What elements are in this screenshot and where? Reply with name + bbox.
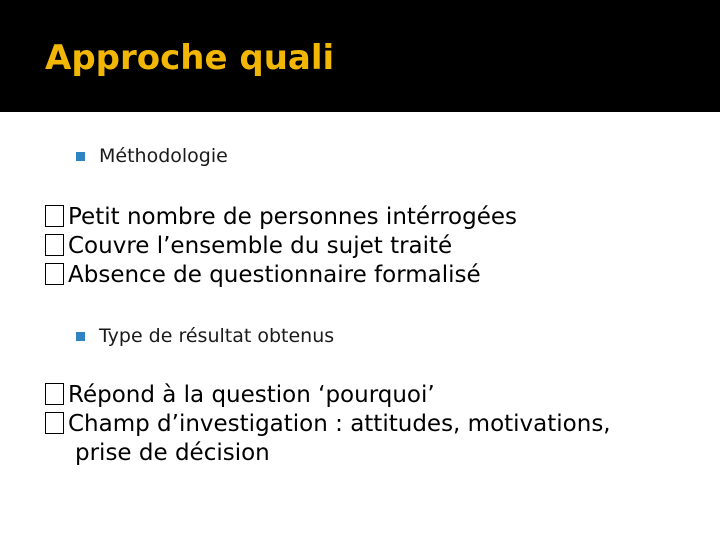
list-item-continuation [75,439,270,468]
list-item [45,410,611,439]
missing-glyph-icon [45,205,64,227]
section-heading-label: Type de résultat obtenus [99,325,335,347]
slide-title: Approche quali [45,38,335,78]
list-item-text: Couvre l’ensemble du sujet traité [68,233,453,259]
list-item-text: Répond à la question ‘pourquoi’ [68,382,435,408]
list-item-text: prise de décision [75,440,270,466]
section-heading-type-resultat [76,325,334,347]
missing-glyph-icon [45,263,64,285]
section-heading-label: Méthodologie [99,145,228,167]
list-item-text: Absence de questionnaire formalisé [68,262,481,288]
list-item-text: Champ d’investigation : attitudes, motivations, [68,411,611,437]
square-bullet-icon [76,152,85,161]
missing-glyph-icon [45,234,64,256]
list-item-text: Petit nombre de personnes intérrogées [68,204,518,230]
section-heading-methodologie [76,145,228,167]
list-item [45,203,517,232]
list-item [45,261,481,290]
missing-glyph-icon [45,412,64,434]
list-item [45,381,435,410]
list-item [45,232,452,261]
missing-glyph-icon [45,383,64,405]
square-bullet-icon [76,332,85,341]
